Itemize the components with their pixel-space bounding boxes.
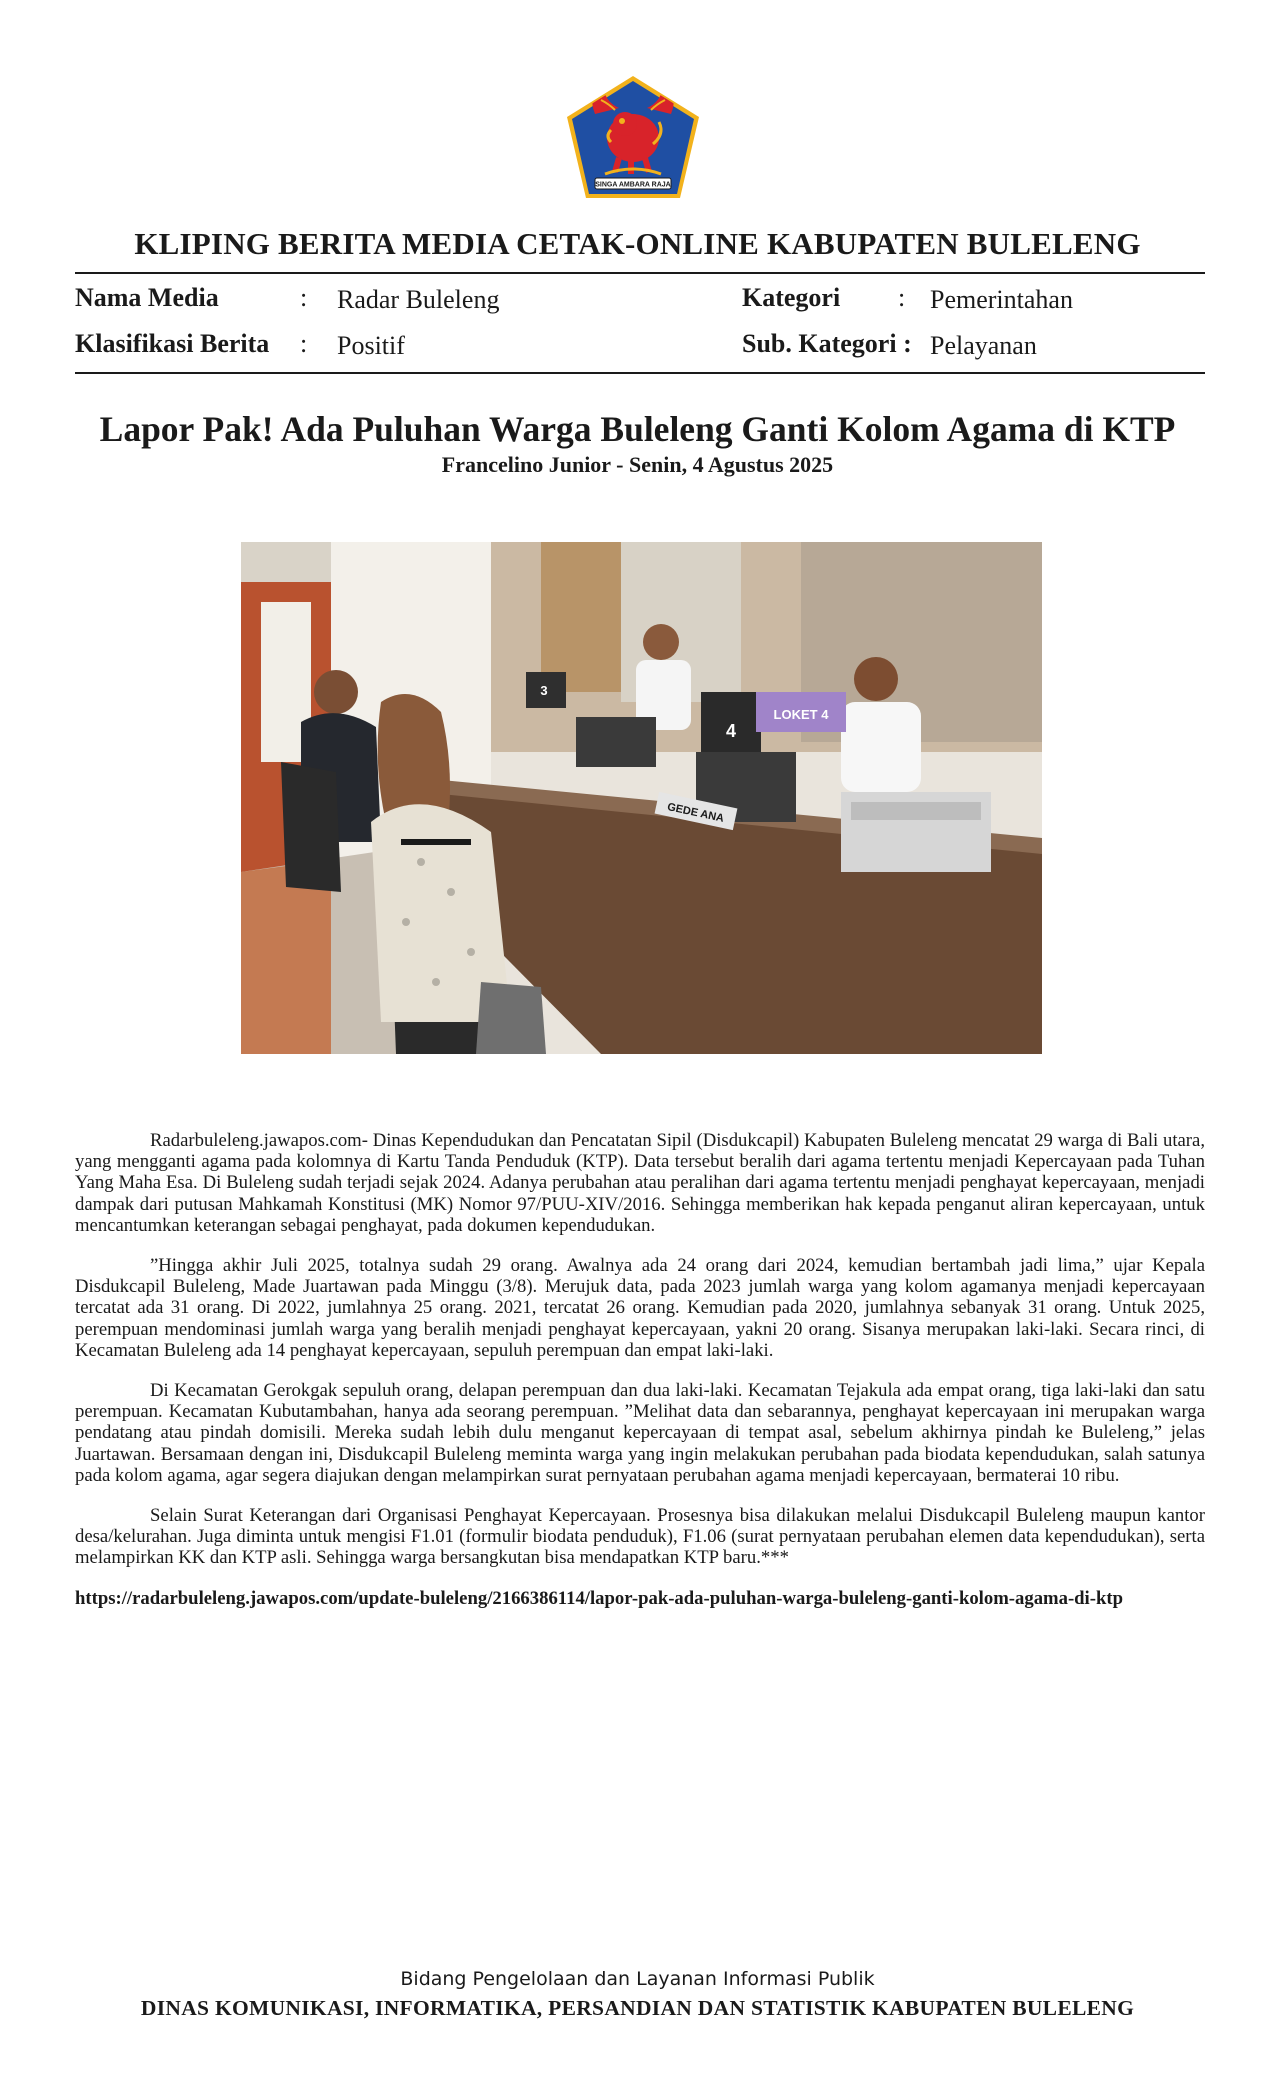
sub-kategori-value: Pelayanan <box>930 331 1037 360</box>
article-byline: Francelino Junior - Senin, 4 Agustus 2025 <box>441 452 834 477</box>
klasifikasi-label: Klasifikasi Berita <box>75 329 270 358</box>
kategori-value: Pemerintahan <box>930 285 1073 314</box>
media-value: Radar Buleleng <box>337 285 500 314</box>
article-body <box>75 1130 1205 1628</box>
media-label: Nama Media <box>75 283 219 312</box>
footer-unit: Bidang Pengelolaan dan Layanan Informasi Publik <box>400 1968 875 1990</box>
article-paragraph: ”Hingga akhir Juli 2025, totalnya sudah 29 orang. Awalnya ada 24 orang dari 2024, kemudian bertambah jadi lima,” ujar Kepala Disdukcapil Buleleng, Made Juartawan pada Minggu (3/8). Merujuk data, pada 2023 jumlah warga yang kolom agamanya menjadi kepercayaan tercatat ada 31 orang. Di 2022, jumlahnya 25 orang. 2021, tercatat 26 orang. Kemudian pada 2020, jumlahnya sebanyak 31 orang. Untuk 2025, perempuan mendominasi jumlah warga yang beralih menjadi penghayat kepercayaan, yakni 20 orang. Sisanya merupakan laki-laki. Secara rinci, di Kecamatan Buleleng ada 14 penghayat kepercayaan, sepuluh perempuan dan empat laki-laki. <box>75 1255 1205 1361</box>
article-paragraph: Radarbuleleng.jawapos.com- Dinas Kependudukan dan Pencatatan Sipil (Disdukcapil) Kabupaten Buleleng mencatat 29 warga di Bali utara, yang mengganti agama pada kolomnya di Kartu Tanda Penduduk (KTP). Data tersebut beralih dari agama tertentu menjadi Kepercayaan pada Tuhan Yang Maha Esa. Di Buleleng sudah terjadi sejak 2024. Adanya perubahan atau peralihan dari agama tertentu menjadi penghayat kepercayaan, menjadi dampak dari putusan Mahkamah Konstitusi (MK) Nomor 97/PUU-XIV/2016. Sehingga memberikan hak kepada penganut aliran kepercayaan, untuk mencantumkan keterangan sebagai penghayat, pada dokumen kependudukan. <box>75 1130 1205 1236</box>
service-counter-photo <box>241 542 1042 1054</box>
counter-number: 4 <box>725 721 737 741</box>
media-colon: : <box>300 283 308 312</box>
header-divider-top <box>75 272 1205 274</box>
source-url-link[interactable]: https://radarbuleleng.jawapos.com/update-buleleng/2166386114/lapor-pak-ada-puluhan-warga-buleleng-ganti-kolom-agama-di-ktp <box>75 1587 1123 1609</box>
footer-agency: DINAS KOMUNIKASI, INFORMATIKA, PERSANDIAN DAN STATISTIK KABUPATEN BULELENG <box>140 1996 1135 2020</box>
emblem-motto: SINGA AMBARA RAJA <box>595 181 671 189</box>
article-paragraph: Di Kecamatan Gerokgak sepuluh orang, delapan perempuan dan dua laki-laki. Kecamatan Tejakula ada empat orang, tiga laki-laki dan satu perempuan. Kecamatan Kubutambahan, hanya ada seorang perempuan. ”Melihat data dan sebarannya, penghayat kepercayaan ini merupakan warga pendatang atau pindah domisili. Mereka sudah lebih dulu menganut kepercayaan di tempat asal, sebelum akhirnya pindah ke Buleleng,” jelas Juartawan. Bersamaan dengan ini, Disdukcapil Buleleng meminta warga yang ingin melakukan perubahan pada biodata kependudukan, salah satunya pada kolom agama, agar segera diajukan dengan melampirkan surat pernyataan perubahan agama menjadi kepercayaan, bermaterai 10 ribu. <box>75 1380 1205 1486</box>
document-title: KLIPING BERITA MEDIA CETAK-ONLINE KABUPATEN BULELENG <box>134 226 1141 261</box>
kategori-colon: : <box>898 283 906 312</box>
article-headline: Lapor Pak! Ada Puluhan Warga Buleleng Ganti Kolom Agama di KTP <box>99 409 1176 449</box>
kategori-label: Kategori <box>742 283 841 312</box>
counter-sign: LOKET 4 <box>773 707 829 722</box>
klasifikasi-colon: : <box>300 329 308 358</box>
klasifikasi-value: Positif <box>337 331 405 360</box>
counter-number-2: 3 <box>540 683 548 698</box>
regency-emblem-logo <box>565 74 701 200</box>
sub-kategori-label: Sub. Kategori : <box>742 329 912 358</box>
regency-emblem-lion-icon <box>565 74 701 200</box>
header-divider-bottom <box>75 372 1205 374</box>
name-plate: GEDE ANA <box>666 801 726 825</box>
article-paragraph: Selain Surat Keterangan dari Organisasi Penghayat Kepercayaan. Prosesnya bisa dilakukan melalui Disdukcapil Buleleng maupun kantor desa/kelurahan. Juga diminta untuk mengisi F1.01 (formulir biodata penduduk), F1.06 (surat pernyataan perubahan elemen data kependudukan), serta melampirkan KK dan KTP asli. Sehingga warga bersangkutan bisa mendapatkan KTP baru.*** <box>75 1505 1205 1569</box>
article-photo <box>241 542 1042 1054</box>
